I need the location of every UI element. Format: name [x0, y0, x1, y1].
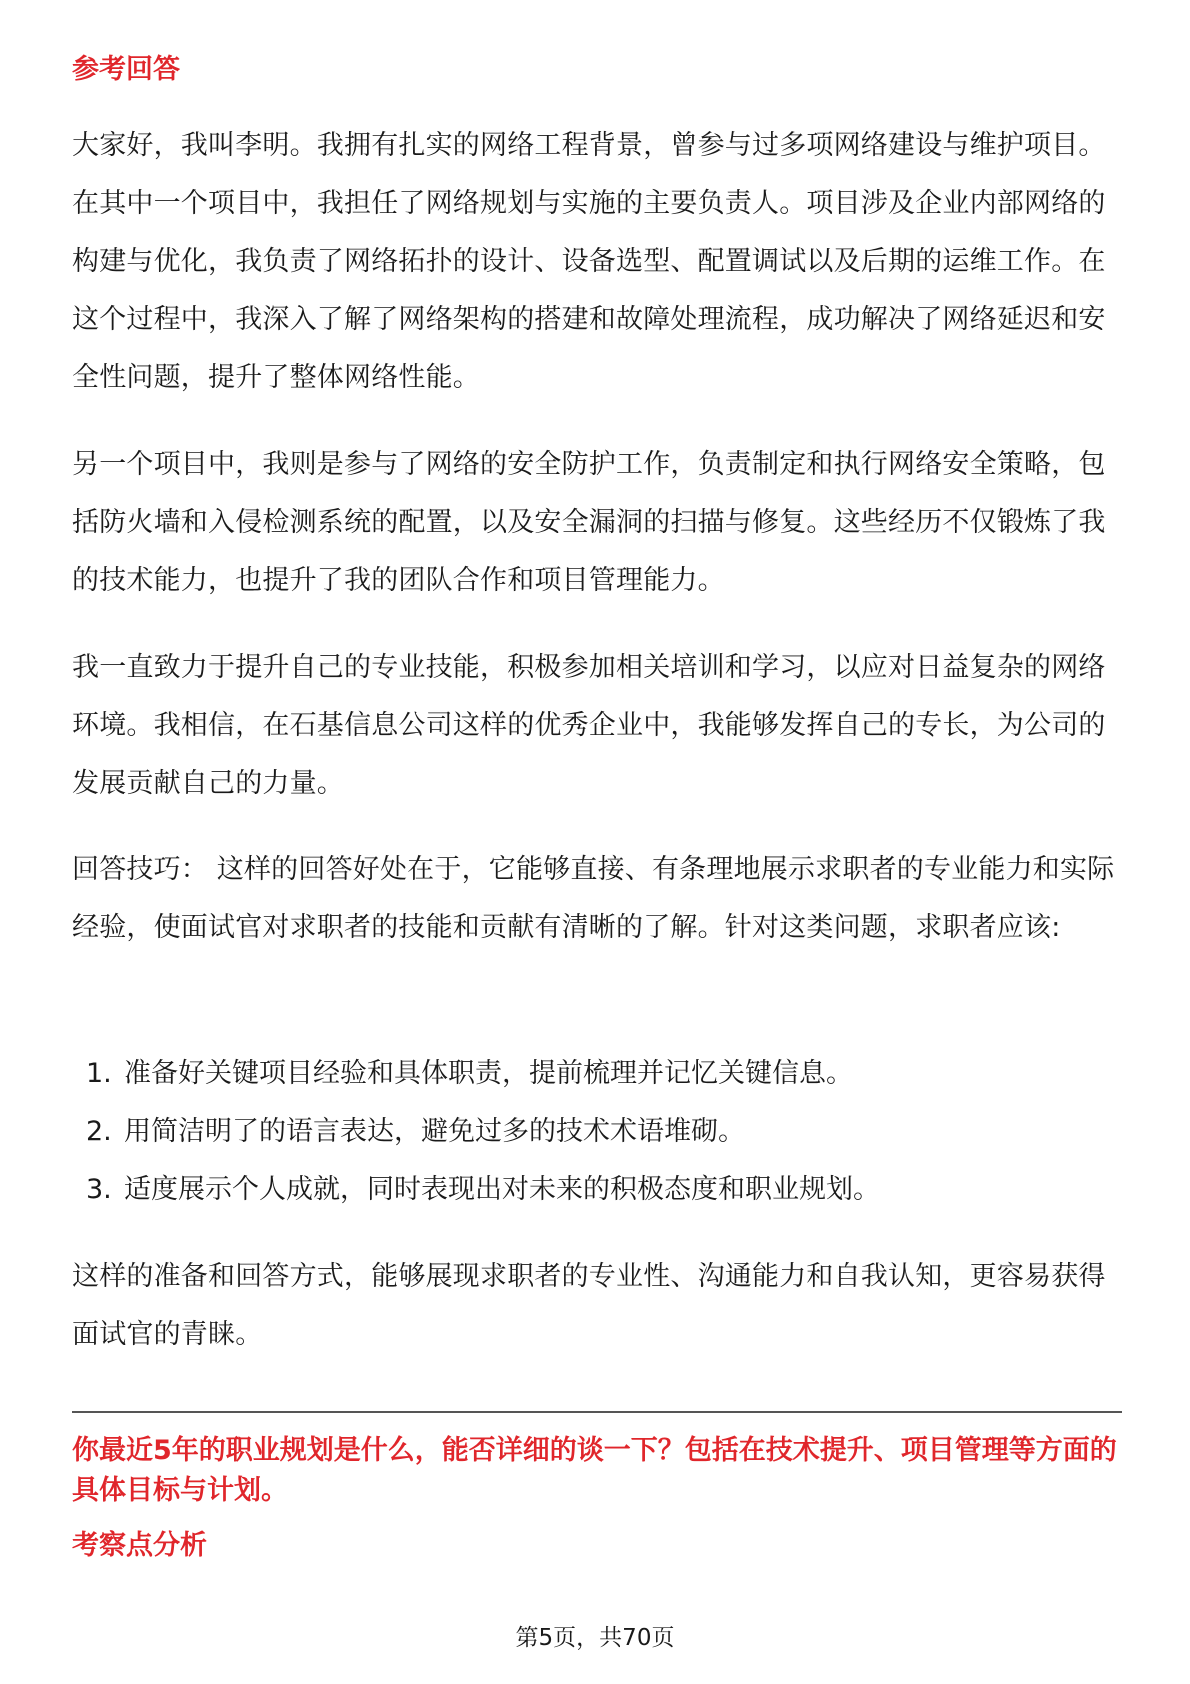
page-footer: 第5页，共70页	[515, 1625, 675, 1651]
document-page	[72, 0, 1122, 1684]
analysis-heading: 考察点分析	[72, 1530, 207, 1561]
answer-paragraph-1: 大家好，我叫李明。我拥有扎实的网络工程背景，曾参与过多项网络建设与维护项目。在其中一个项目中，我担任了网络规划与实施的主要负责人。项目涉及企业内部网络的构建与优化，我负责了网络拓扑的设计、设备选型、配置调试以及后期的运维工作。在这个过程中，我深入了解了网络架构的搭建和故障处理流程，成功解决了网络延迟和安全性问题，提升了整体网络性能。	[72, 130, 1106, 393]
list-item-number: 3.	[86, 1174, 112, 1205]
answer-paragraph-2: 另一个项目中，我则是参与了网络的安全防护工作，负责制定和执行网络安全策略，包括防火墙和入侵检测系统的配置，以及安全漏洞的扫描与修复。这些经历不仅锻炼了我的技术能力，也提升了我的团队合作和项目管理能力。	[72, 449, 1106, 596]
list-item-number: 1.	[86, 1058, 112, 1089]
list-item-text: 准备好关键项目经验和具体职责，提前梳理并记忆关键信息。	[124, 1058, 853, 1089]
section-divider	[72, 1411, 1122, 1413]
list-item-text: 适度展示个人成就，同时表现出对未来的积极态度和职业规划。	[124, 1174, 880, 1205]
list-item	[72, 1103, 880, 1161]
question-heading: 你最近5年的职业规划是什么，能否详细的谈一下？包括在技术提升、项目管理等方面的具体目标与计划。	[72, 1435, 1117, 1506]
answer-paragraph-3: 我一直致力于提升自己的专业技能，积极参加相关培训和学习，以应对日益复杂的网络环境。我相信，在石基信息公司这样的优秀企业中，我能够发挥自己的专长，为公司的发展贡献自己的力量。	[72, 652, 1106, 799]
list-item-text: 用简洁明了的语言表达，避免过多的技术术语堆砌。	[124, 1116, 745, 1147]
list-item	[72, 1045, 880, 1103]
conclusion-paragraph: 这样的准备和回答方式，能够展现求职者的专业性、沟通能力和自我认知，更容易获得面试官的青睐。	[72, 1261, 1106, 1350]
tips-paragraph: 回答技巧： 这样的回答好处在于，它能够直接、有条理地展示求职者的专业能力和实际经验，使面试官对求职者的技能和贡献有清晰的了解。针对这类问题，求职者应该:	[72, 854, 1115, 943]
tips-list	[72, 1045, 880, 1219]
answer-heading: 参考回答	[72, 54, 180, 85]
list-item	[72, 1161, 880, 1219]
list-item-number: 2.	[86, 1116, 112, 1147]
